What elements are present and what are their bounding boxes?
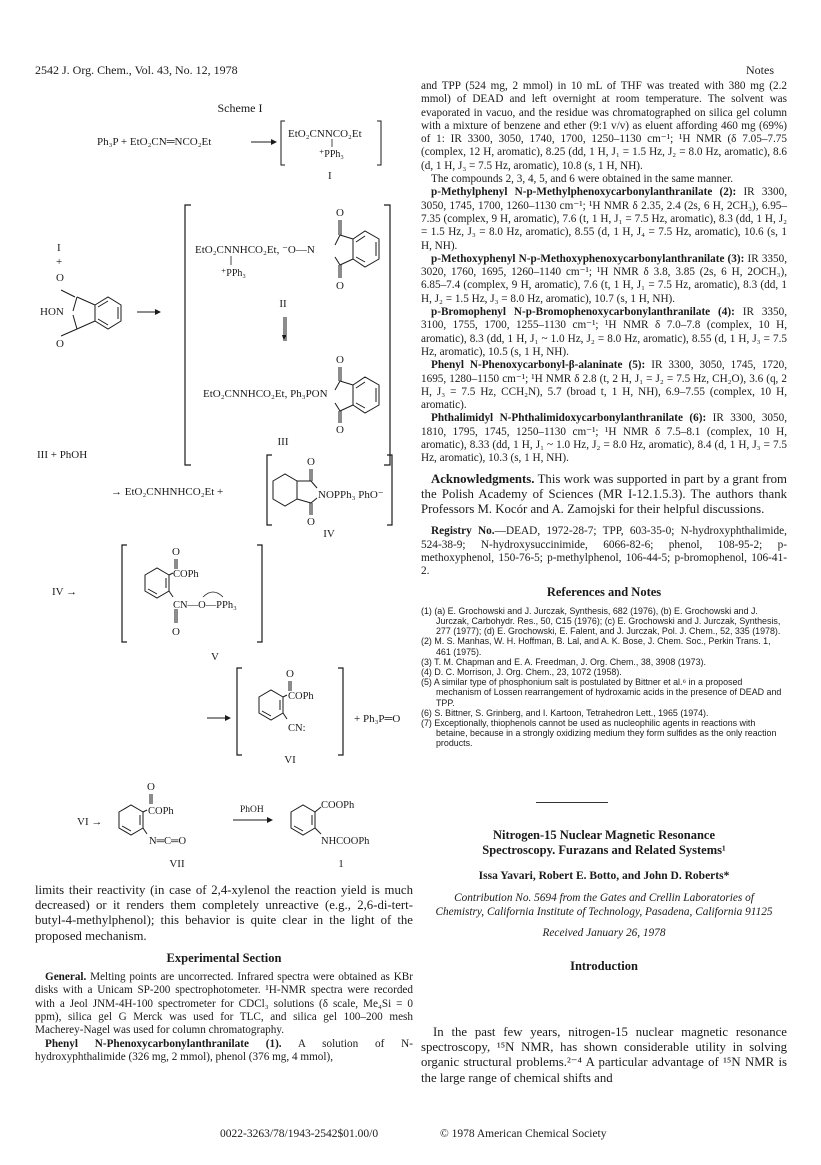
new-article-header [421, 828, 787, 974]
svg-text:COPh: COPh [148, 806, 174, 817]
bracket-left [185, 205, 191, 465]
n-hydroxyphthalimide-structure [61, 290, 121, 336]
authors: Issa Yavari, Robert E. Botto, and John D. Roberts* [478, 870, 730, 882]
svg-text:VI →: VI → [77, 816, 103, 828]
svg-text:⁺PPh₃: ⁺PPh₃ [221, 268, 246, 279]
procedure-paragraph: and TPP (524 mg, 2 mmol) in 10 mL of THF was treated with 380 mg (2.2 mmol) of DEAD and left overnight at room temperature. The solvent was evaporated in vacuo, and the residue was chromatographed on silica gel column with a mixture of benzene and ether (9:1 v/v) as eluent affording 460 mg (69%) of 1: IR 3300, 3050, 1740, 1700, 1250–1130 cm⁻¹; ¹H NMR (δ 7.05–7.75 (complex, 12 H, aromatic), 8.25 (dd, 1 H, J₁ = 1.5 Hz, J₂ = 8.0 Hz, aromatic), 8.6 (d, 1 H, J₃ = 7.5 Hz, aromatic), 10.8 (s, 1 H, NH). [421, 80, 787, 172]
reaction-scheme [35, 85, 415, 770]
article-divider [536, 802, 608, 803]
svg-text:COPh: COPh [173, 569, 199, 580]
compound-5-paragraph: Phenyl N-Phenoxycarbonyl-β-alaninate (5): IR 3300, 3050, 1745, 1720, 1695, 1280–1150 cm⁻¹; ¹H NMR δ 2.8 (t, 2 H, J₁ = J₂ = 7.5 Hz, CH₂O), 3.6 (q, 2 H, J₃ = 7.5 Hz, CCH₂N), 5.7 (broad t, 1 H, NH), 6.9–7.55 (complex, 10 H, aromatic). [421, 359, 788, 412]
svg-text:O: O [172, 546, 180, 558]
affiliation: Contribution No. 5694 from the Gates and Crellin Laboratories of Chemistry, California Institute of Technology, Pasadena, California 91125 [435, 892, 773, 918]
svg-text:COOPh: COOPh [321, 800, 355, 811]
reference-list [421, 606, 787, 749]
bracket-right [257, 545, 262, 642]
benzene-ring [259, 681, 291, 720]
same-manner-paragraph: The compounds 2, 3, 4, 5, and 6 were obtained in the same manner. [431, 173, 733, 186]
registry-numbers: Registry No.—DEAD, 1972-28-7; TPP, 603-35-0; N-hydroxyphthalimide, 524-38-9; N-hydroxysuccinimide, 6066-82-6; phenol, 108-95-2; p-methoxyphenol, 150-76-5; p-methylphenol, 106-44-5; p-bromophenol, 106-41-2. [421, 525, 787, 578]
reference-item: (7) Exceptionally, thiophenols cannot be used as nucleophilic agents in reactions with betaine, because in a strongly oxidizing medium they form sulfides as the only reaction products. [421, 717, 777, 749]
svg-text:O: O [336, 424, 344, 436]
introduction-paragraph: In the past few years, nitrogen-15 nuclear magnetic resonance spectroscopy, ¹⁵N NMR, has shown considerable utility in solving organic structural problems.²⁻⁴ A particular advantage of ¹⁵N NMR is the large range of chemical shifts and [421, 1025, 787, 1085]
right-column-text [421, 80, 787, 749]
label-I: I [328, 170, 332, 182]
bracket-left [281, 121, 285, 165]
svg-text:HON: HON [40, 306, 64, 318]
footer-copyright: © 1978 American Chemical Society [440, 1128, 607, 1140]
label-compound-1: 1 [338, 858, 344, 870]
reference-item: (2) M. S. Manhas, W. H. Hoffman, B. Lal, and A. K. Bose, J. Chem. Soc., Perkin Trans. 1, 461 (1975). [421, 636, 771, 657]
bracket-right [377, 121, 381, 165]
section-label: Notes [746, 63, 774, 77]
reference-item: (5) A similar type of phosphonium salt is postulated by Bittner et al.⁶ in a proposed mechanism of Lossen rearrangement of hydroxamic acids in the presence of DEAD and TPP. [421, 677, 782, 708]
svg-text:I: I [57, 242, 61, 254]
compound-4-paragraph: p-Bromophenyl N-p-Bromophenoxycarbonylanthranilate (4): IR 3350, 3100, 1755, 1700, 1255–1130 cm⁻¹; ¹H NMR δ 7.0–7.8 (complex, 10 H, aromatic), 8.3 (dd, 1 H, J₁ ~ 1.0 Hz, J₂ = 8.0 Hz, aromatic), 8.55 (d, 1 H, J₃ = 7.5 Hz, aromatic), 10.5 (s, 1 H, NH). [421, 306, 787, 358]
compound-2-paragraph: p-Methylphenyl N-p-Methylphenoxycarbonylanthranilate (2): IR 3300, 3050, 1745, 1700, 1260–1130 cm⁻¹; ¹H NMR δ 2.35, 2.4 (2s, 6 H, 2CH₃), 6.95–7.35 (complex, 9 H, aromatic), 7.6 (t, 1 H, J₁ = 7.5 Hz, aromatic), 8.3 (dd, 1 H, J₂ = 1.5 Hz, J₃ = 8.0 Hz, aromatic), 8.55 (d, 1 H, J₄ = 7.5 Hz, aromatic), 10.6 (s, 1 H, NH). [421, 186, 788, 252]
scheme-title: Scheme I [217, 101, 263, 115]
bracket-left [122, 545, 127, 642]
eq2-bottom: EtO₂CNNHCO₂Et, Ph₃PON [203, 388, 328, 400]
reaction-scheme-bottom [35, 770, 415, 880]
introduction-heading: Introduction [570, 959, 638, 973]
label-VI: VI [284, 754, 296, 766]
svg-text:COPh: COPh [288, 691, 314, 702]
bracket-right [338, 668, 343, 755]
benzene-ring [291, 805, 321, 835]
label-II: II [279, 298, 287, 310]
v-chain: CN—O—PPh₃ [173, 600, 237, 611]
svg-text:O: O [336, 354, 344, 366]
label-III: III [277, 436, 289, 448]
svg-text:O: O [336, 207, 344, 219]
svg-text:PhOH: PhOH [240, 805, 264, 815]
reference-item: (1) (a) E. Grochowski and J. Jurczak, Synthesis, 682 (1976), (b) E. Grochowski and J. Jurczak, Carbohydr. Res., 50, C15 (1976); (c) E. Grochowski and J. Jurczak, Synthesis, 277 (1977); (d) E. Grochowski, E. Falent, and J. Jurczak, Pol. J. Chem., 52, 335 (1978). [421, 605, 781, 637]
compound-3-paragraph: p-Methoxyphenyl N-p-Methoxyphenoxycarbonylanthranilate (3): IR 3350, 3020, 1760, 1695, 1260–1140 cm⁻¹; ¹H NMR δ 3.8, 3.85 (2s, 6 H, 2OCH₃), 6.85–7.4 (complex, 9 H, aromatic), 7.6 (t, 1 H, J₁ = 7.5 Hz, aromatic), 8.3 (dd, 1 H, J₂ = 1.5 Hz, J₃ = 8.0 Hz, aromatic), 10.7 (s, 1 H, NH). [421, 252, 787, 305]
reference-item: (4) D. C. Morrison, J. Org. Chem., 23, 1072 (1958). [421, 666, 622, 677]
phthalimide-structure [335, 220, 379, 278]
received-date: Received January 26, 1978 [542, 927, 666, 939]
reference-item: (3) T. M. Chapman and E. A. Freedman, J. Org. Chem., 38, 3908 (1973). [421, 656, 706, 667]
left-column-text [35, 883, 413, 1064]
compound-1-paragraph: Phenyl N-Phenoxycarbonylanthranilate (1). A solution of N-hydroxyphthalimide (326 mg, 2 mmol), phenol (376 mg, 4 mmol), [35, 1037, 413, 1063]
bracket-right [384, 205, 390, 465]
label-IV: IV [323, 528, 335, 540]
svg-text:NHCOOPh: NHCOOPh [321, 836, 370, 847]
svg-text:O: O [286, 668, 294, 680]
svg-text:O: O [172, 626, 180, 638]
references-heading: References and Notes [546, 585, 662, 600]
phthalimide-structure [273, 469, 317, 515]
svg-text:IV →: IV → [52, 586, 78, 598]
eq3-reactants: III + PhOH [37, 449, 88, 461]
svg-text:N═C═O: N═C═O [149, 836, 187, 847]
phthalimide-structure [335, 367, 379, 423]
general-paragraph: General. Melting points are uncorrected. Infrared spectra were obtained as KBr disks with a Unicam SP-200 spectrophotometer. ¹H-NMR spectra were recorded with a Jeol JNM-4H-100 spectrometer for CDCl₃ solutions (δ scale, Me₄Si = 0 ppm), silica gel G Merck was used for TLC, and silica gel 100–200 mesh Macherey-Nagel was used for column chromatography. [35, 971, 413, 1037]
eq1-product-cation: ⁺PPh₃ [319, 149, 344, 160]
svg-text:+: + [56, 256, 63, 268]
compound-6-paragraph: Phthalimidyl N-Phthalimidoxycarbonylanthranilate (6): IR 3300, 3050, 1810, 1795, 1745, 1250–1130 cm⁻¹; ¹H NMR δ 7.5–8.1 (complex, 10 H, aromatic), 8.33 (dd, 1 H, J₁ ~ 1.0 Hz, J₂ = 8.0 Hz, aromatic), 8.4 (d, 1 H, J₃ = 7.5 Hz, aromatic), 10.3 (s, 1 H, NH). [421, 412, 788, 465]
label-V: V [211, 651, 219, 663]
experimental-heading: Experimental Section [166, 950, 282, 965]
svg-text:CN:: CN: [288, 723, 306, 734]
svg-text:O: O [147, 781, 155, 793]
eq3-product: → EtO₂CNHNHCO₂Et + [111, 486, 224, 498]
acknowledgments: Acknowledgments. This work was supported in part by a grant from the Polish Academy of Sciences (MR I-12.1.5.3). The authors thank Professors M. Kocór and A. Zamojski for their helpful discussions. [421, 471, 787, 517]
arrowhead [155, 309, 161, 315]
footer-code: 0022-3263/78/1943-2542$01.00/0 [220, 1128, 379, 1140]
bracket-left [237, 668, 242, 755]
byproduct: + Ph₃P═O [354, 713, 401, 725]
running-header: 2542 J. Org. Chem., Vol. 43, No. 12, 1978 [35, 63, 238, 77]
article-title: Nitrogen-15 Nuclear Magnetic Resonance Spectroscopy. Furazans and Related Systems¹ [482, 828, 726, 857]
eq3-ion: NOPPh₃ PhO⁻ [318, 489, 384, 501]
svg-text:O: O [56, 338, 64, 350]
bracket-left [267, 455, 272, 525]
eq2-top: EtO₂CNNHCO₂Et, ⁻O—N [195, 244, 315, 256]
reference-item: (6) S. Bittner, S. Grinberg, and I. Kartoon, Tetrahedron Lett., 1965 (1974). [421, 707, 709, 718]
svg-text:O: O [56, 272, 64, 284]
eq1-product-anion: EtO₂CNNCO₂Et [288, 128, 362, 140]
svg-text:O: O [307, 456, 315, 468]
svg-text:O: O [336, 280, 344, 292]
continuation-paragraph: limits their reactivity (in case of 2,4-xylenol the reaction yield is much decreased) or it renders them completely unreactive (e.g., 2,6-di-tert-butyl-4-methylphenol); this behavior is quite clear in the light of the proposed mechanism. [35, 883, 413, 943]
eq1-reactants: Ph₃P + EtO₂CN═NCO₂Et [97, 136, 212, 148]
arrowhead [271, 139, 277, 145]
svg-text:O: O [307, 516, 315, 528]
label-VII: VII [169, 858, 185, 870]
